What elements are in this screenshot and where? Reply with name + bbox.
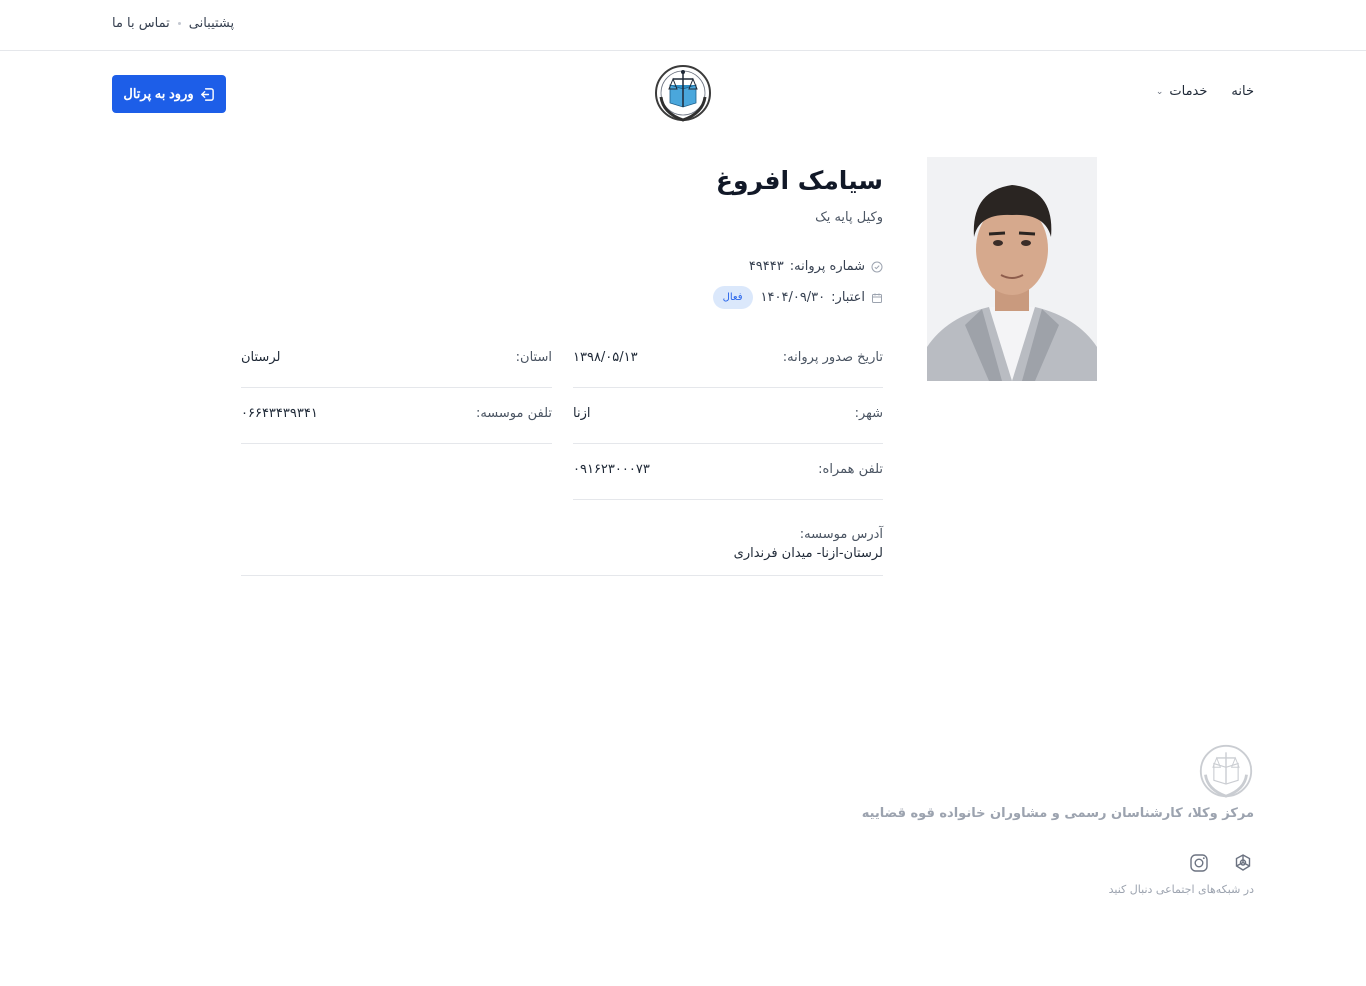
check-circle-icon — [871, 261, 883, 273]
address-label: آدرس موسسه: — [799, 527, 883, 542]
social-caption: در شبکه‌های اجتماعی دنبال کنید — [1108, 883, 1254, 896]
top-bar — [0, 0, 1366, 51]
support-link[interactable]: پشتیبانی — [188, 16, 235, 31]
footer-emblem-logo — [1198, 743, 1254, 799]
issue-date-value: ۱۳۹۸/۰۵/۱۳ — [573, 350, 638, 365]
nav-services[interactable] — [1156, 84, 1208, 99]
main-header — [0, 52, 1366, 136]
city-value: ازنا — [573, 406, 591, 421]
login-icon — [200, 87, 215, 102]
office-phone-label: تلفن موسسه: — [475, 406, 552, 421]
nav-services-label: خدمات — [1169, 84, 1208, 99]
emblem-logo — [653, 63, 713, 123]
calendar-icon — [871, 292, 883, 304]
main-nav — [1156, 84, 1254, 99]
lawyer-title: وکیل پایه یک — [815, 210, 883, 225]
portal-login-button[interactable] — [112, 75, 226, 113]
mobile-label: تلفن همراه: — [818, 462, 883, 477]
issue-date-field — [573, 332, 883, 388]
address-field — [241, 519, 883, 576]
address-value: لرستان-ازنا- میدان فرنداری — [733, 546, 883, 561]
province-field — [241, 332, 552, 388]
rubika-icon[interactable] — [1232, 852, 1254, 874]
separator-dot — [178, 22, 181, 25]
instagram-icon[interactable] — [1188, 852, 1210, 874]
validity-date: ۱۴۰۴/۰۹/۳۰ — [760, 290, 826, 305]
license-row — [749, 259, 883, 274]
mobile-field — [573, 444, 883, 500]
status-badge: فعال — [713, 286, 753, 309]
lawyer-name: سیامک افروغ — [715, 166, 883, 195]
footer-org-name: مرکز وکلا، کارشناسان رسمی و مشاوران خانواده قوه قضاییه — [861, 806, 1254, 821]
province-label: استان: — [515, 350, 552, 365]
social-links — [1188, 852, 1254, 874]
contact-link[interactable]: تماس با ما — [112, 16, 170, 31]
license-label: شماره پروانه: — [789, 259, 865, 274]
portal-login-label: ورود به پرتال — [123, 86, 194, 101]
nav-home-label: خانه — [1231, 84, 1254, 99]
license-number: ۴۹۴۴۳ — [748, 259, 784, 274]
validity-row — [713, 286, 883, 309]
top-links — [112, 16, 234, 31]
nav-home[interactable] — [1231, 84, 1254, 99]
validity-label: اعتبار: — [831, 290, 865, 305]
city-field — [573, 388, 883, 444]
office-phone-field — [241, 388, 552, 444]
mobile-value: ۰۹۱۶۲۳۰۰۰۷۳ — [573, 462, 650, 477]
city-label: شهر: — [854, 406, 883, 421]
lawyer-photo — [927, 157, 1097, 381]
office-phone-value: ۰۶۶۴۳۴۳۹۳۴۱ — [241, 406, 318, 421]
province-value: لرستان — [241, 350, 281, 365]
issue-date-label: تاریخ صدور پروانه: — [782, 350, 883, 365]
chevron-down-icon: ⌄ — [1155, 86, 1164, 97]
